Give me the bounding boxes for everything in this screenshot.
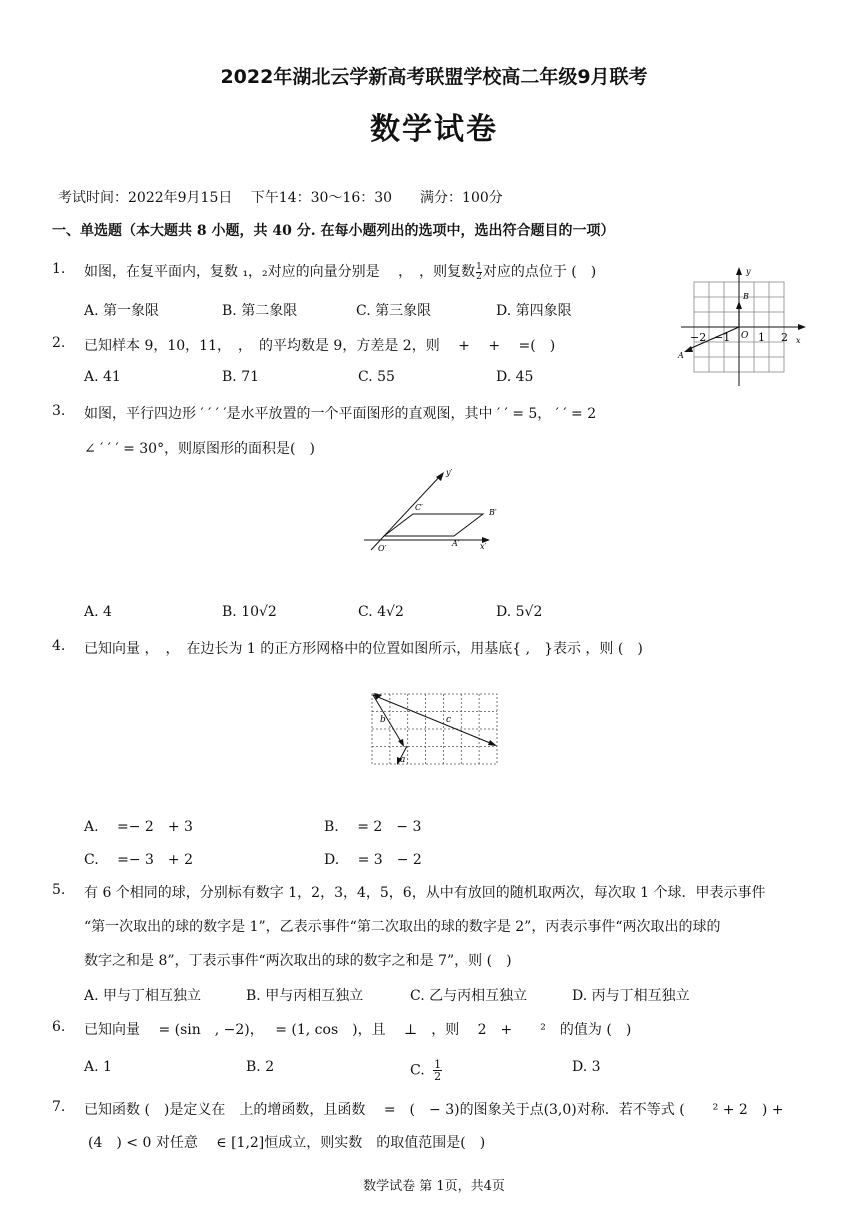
label-a: a [400,755,406,765]
option-b[interactable]: B. = 2 − 3 [324,819,422,835]
option-d[interactable]: D. 第四象限 [496,303,572,319]
parallelogram-figure [356,462,506,556]
section-heading: 一、单选题（本大题共 8 小题，共 40 分. 在每小题列出的选项中，选出符合题目的一项） [52,223,615,239]
label-o: O′ [378,544,387,553]
question-number: 7. [52,1099,66,1115]
fraction: $\frac{1}{2}$ [476,261,482,282]
label-b: B [743,292,749,301]
option-d[interactable]: D. 45 [496,369,534,385]
option-c[interactable]: C. 乙与丙相互独立 [410,988,528,1004]
option-c[interactable]: C. 4√2 [358,604,404,620]
option-a[interactable]: A. 4 [84,604,112,620]
tick-minus2: −2 [690,331,707,344]
question-text: 已知向量 ， ， 在边长为 1 的正方形网格中的位置如图所示，用基底{ , }表示 ，则 ( ) [84,641,643,657]
vector-c [373,695,495,745]
option-d[interactable]: D. 3 [572,1059,601,1075]
page-footer: 数学试卷 第 1页，共4页 [363,1179,505,1194]
label-b: b [380,715,386,725]
question-text-line2: “第一次取出的球的数字是 1”，乙表示事件“第二次取出的球的数字是 2”，丙表示事件“两次取出的球的 [84,919,721,935]
parallelogram [384,514,483,536]
question-text: 有 6 个相同的球，分别标有数字 1，2，3，4，5，6，从中有放回的随机取两次，每次取 1 个球．甲表示事件 [84,885,766,901]
label-b: B′ [489,508,497,517]
tick-minus1: −1 [714,331,731,344]
option-a[interactable]: A. 41 [84,369,121,385]
option-a[interactable]: A. 1 [84,1059,112,1075]
option-a[interactable]: A. 甲与丁相互独立 [84,988,202,1004]
question-text-line2: (4 ) < 0 对任意 ∈ [1,2]恒成立，则实数 的取值范围是( ) [88,1135,486,1151]
option-c[interactable]: C. $\frac{1}{2}$ [410,1058,442,1083]
y-axis [371,474,442,550]
option-b[interactable]: B. 第二象限 [222,303,298,319]
vector-b [373,695,403,745]
question-number: 4. [52,638,66,654]
label-o: O [741,331,749,341]
option-c[interactable]: C. 55 [358,369,395,385]
label-c: c [446,715,452,725]
question-text-line2: ∠ ′ ′ ′ = 30°，则原图形的面积是( ) [84,441,315,457]
question-text: 已知样本 9，10，11， ， 的平均数是 9，方差是 2，则 + + =( ) [84,338,556,354]
exam-info: 考试时间：2022年9月15日 下午14：30～16：30 满分：100分 [58,190,503,206]
option-a[interactable]: A. =− 2 + 3 [84,819,193,835]
option-c[interactable]: C. =− 3 + 2 [84,852,194,868]
label-y: y′ [446,468,453,477]
question-number: 1. [52,261,66,277]
question-number: 6. [52,1019,66,1035]
question-text: 如图，在复平面内，复数 ₁，₂对应的向量分别是 ， ，则复数 $\frac{1}{2}$ 对应的点位于 ( ) [84,261,597,282]
question-number: 5. [52,882,66,898]
question-text: 如图，平行四边形 ′ ′ ′ ′是水平放置的一个平面图形的直观图，其中 ′ ′ = 5， ′ ′ = 2 [84,406,597,422]
paper-subtitle: 数学试卷 [370,112,498,147]
fraction: $\frac{1}{2}$ [434,1058,442,1083]
vector-grid-figure [366,688,502,770]
option-d[interactable]: D. 丙与丁相互独立 [572,988,690,1004]
option-a[interactable]: A. 第一象限 [84,303,160,319]
option-b[interactable]: B. 2 [246,1059,275,1075]
label-y: y [746,267,751,276]
question-text: 已知函数 ( )是定义在 上的增函数，且函数 = ( − 3)的图象关于点(3,0)对称．若不等式 ( ² + 2 ) + [84,1102,784,1118]
complex-plane-figure [676,262,816,388]
question-text-line3: 数字之和是 8”，丁表示事件“两次取出的球的数字之和是 7”，则 ( ) [84,953,512,969]
label-x: x′ [480,542,487,551]
option-b[interactable]: B. 甲与丙相互独立 [246,988,364,1004]
question-number: 2. [52,335,66,351]
option-b[interactable]: B. 10√2 [222,604,277,620]
label-x: x [796,336,801,345]
question-number: 3. [52,403,66,419]
option-b[interactable]: B. 71 [222,369,260,385]
tick-1: 1 [758,331,765,344]
option-d[interactable]: D. = 3 − 2 [324,852,422,868]
label-a: A [678,351,684,360]
option-c[interactable]: C. 第三象限 [356,303,432,319]
option-d[interactable]: D. 5√2 [496,604,543,620]
label-a: A′ [452,539,460,548]
question-text: 已知向量 = (sin , −2)， = (1, cos )，且 ⊥ ，则 2 + ² 的值为 ( ) [84,1022,632,1038]
tick-2: 2 [781,331,788,344]
label-c: C′ [415,503,423,512]
exam-title: 2022年湖北云学新高考联盟学校高二年级9月联考 [220,66,648,88]
